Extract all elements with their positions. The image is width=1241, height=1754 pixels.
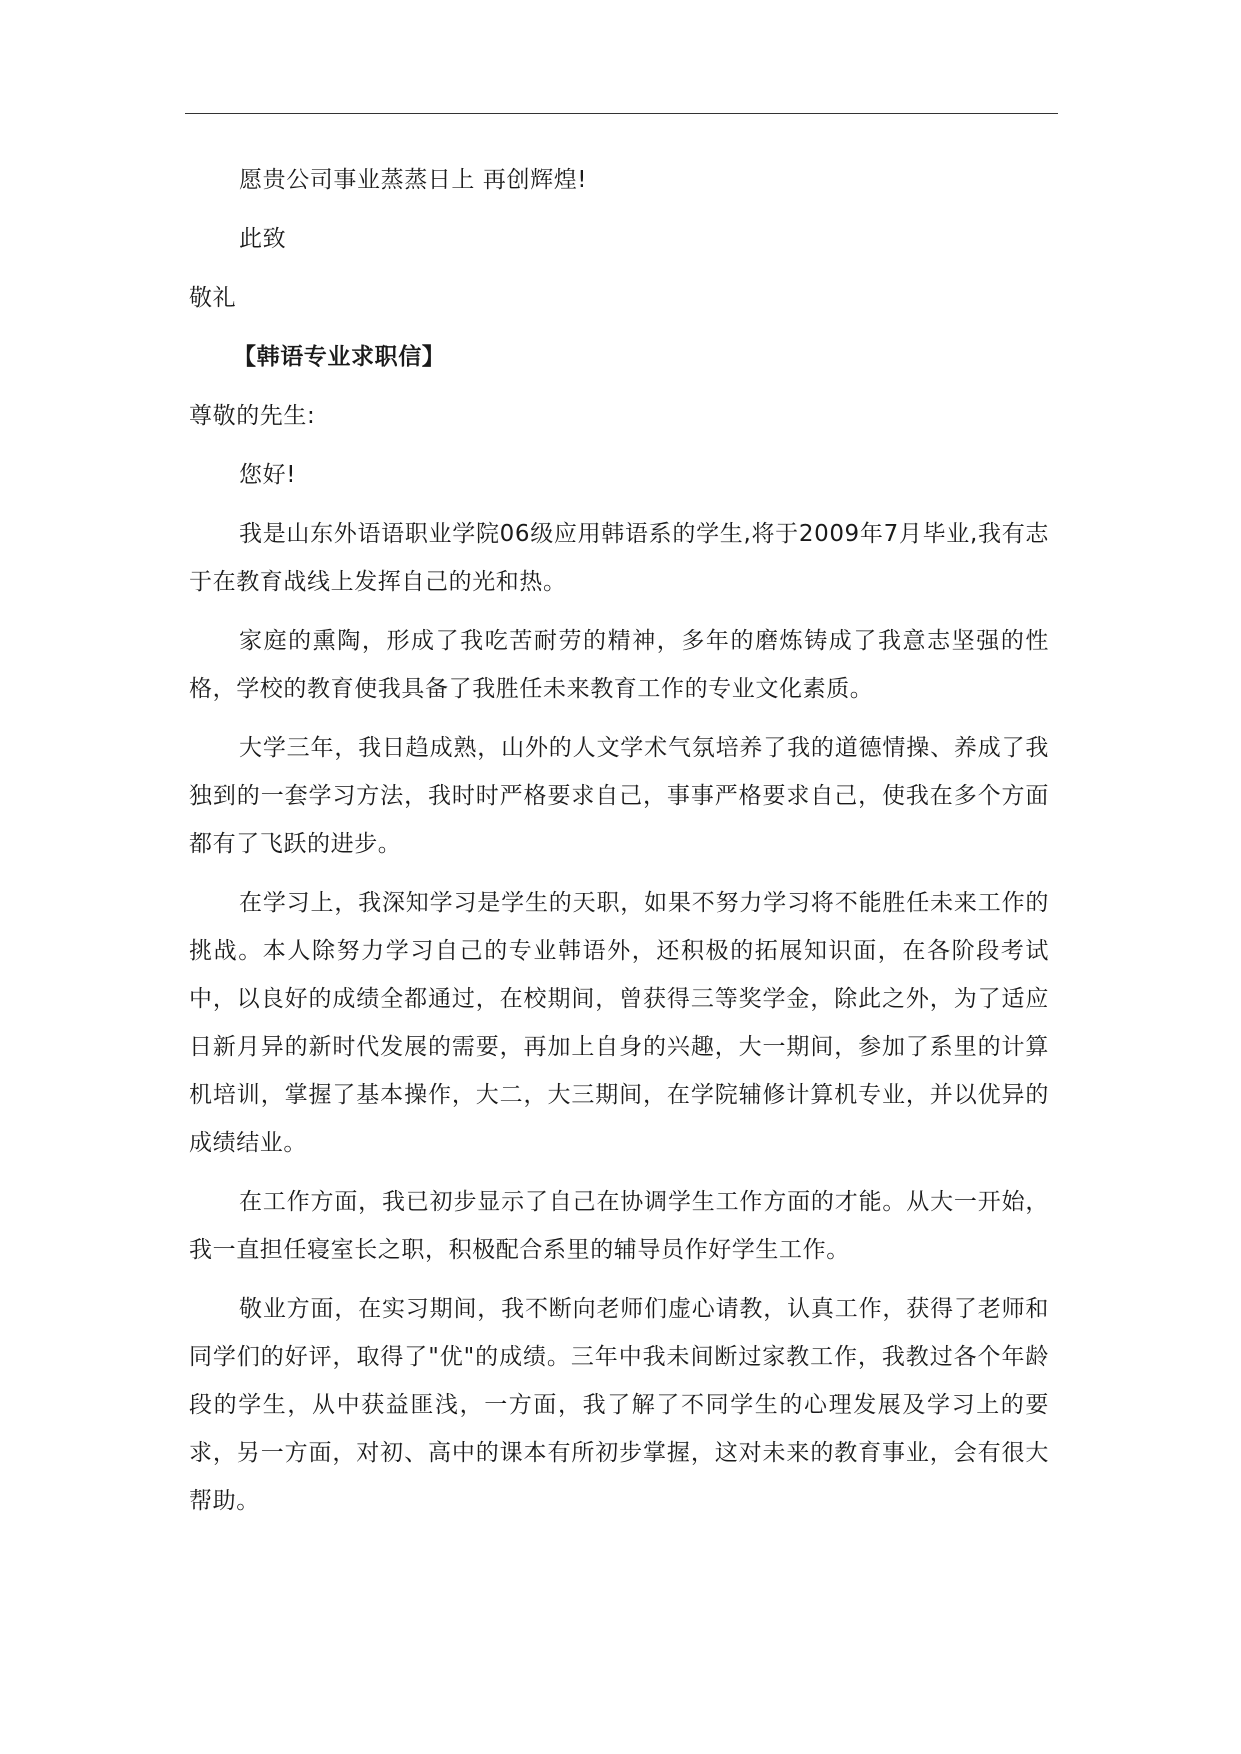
paragraph-work: 在工作方面，我已初步显示了自己在协调学生工作方面的才能。从大一开始，我一直担任寝室长之职，积极配合系里的辅导员作好学生工作。 (189, 1189, 1049, 1263)
letter-title: 【韩语专业求职信】 (233, 344, 446, 370)
paragraph-university: 大学三年，我日趋成熟，山外的人文学术气氛培养了我的道德情操、养成了我独到的一套学习方法，我时时严格要求自己，事事严格要求自己，使我在多个方面都有了飞跃的进步。 (189, 735, 1049, 857)
paragraph-dedication: 敬业方面，在实习期间，我不断向老师们虚心请教，认真工作，获得了老师和同学们的好评，取得了"优"的成绩。三年中我未间断过家教工作，我教过各个年龄段的学生，从中获益匪浅，一方面，我了解了不同学生的心理发展及学习上的要求，另一方面，对初、高中的课本有所初步掌握，这对未来的教育事业，会有很大帮助。 (189, 1296, 1049, 1514)
paragraph-study: 在学习上，我深知学习是学生的天职，如果不努力学习将不能胜任未来工作的挑战。本人除努力学习自己的专业韩语外，还积极的拓展知识面，在各阶段考试中，以良好的成绩全都通过，在校期间，曾获得三等奖学金，除此之外，为了适应日新月异的新时代发展的需要，再加上自身的兴趣，大一期间，参加了系里的计算机培训，掌握了基本操作，大二，大三期间，在学院辅修计算机专业，并以优异的成绩结业。 (189, 890, 1049, 1156)
salutation: 尊敬的先生: (189, 403, 316, 429)
closing-salute: 敬礼 (189, 285, 237, 311)
paragraph-intro: 我是山东外语语职业学院06级应用韩语系的学生,将于2009年7月毕业,我有志于在教育战线上发挥自己的光和热。 (189, 521, 1049, 595)
closing-to: 此致 (239, 226, 287, 252)
header-rule (185, 113, 1058, 114)
closing-wish: 愿贵公司事业蒸蒸日上 再创辉煌! (239, 167, 588, 193)
letter-body (189, 156, 1049, 1536)
paragraph-family: 家庭的熏陶，形成了我吃苦耐劳的精神，多年的磨炼铸成了我意志坚强的性格，学校的教育使我具备了我胜任未来教育工作的专业文化素质。 (189, 628, 1049, 702)
greeting: 您好! (239, 462, 297, 488)
